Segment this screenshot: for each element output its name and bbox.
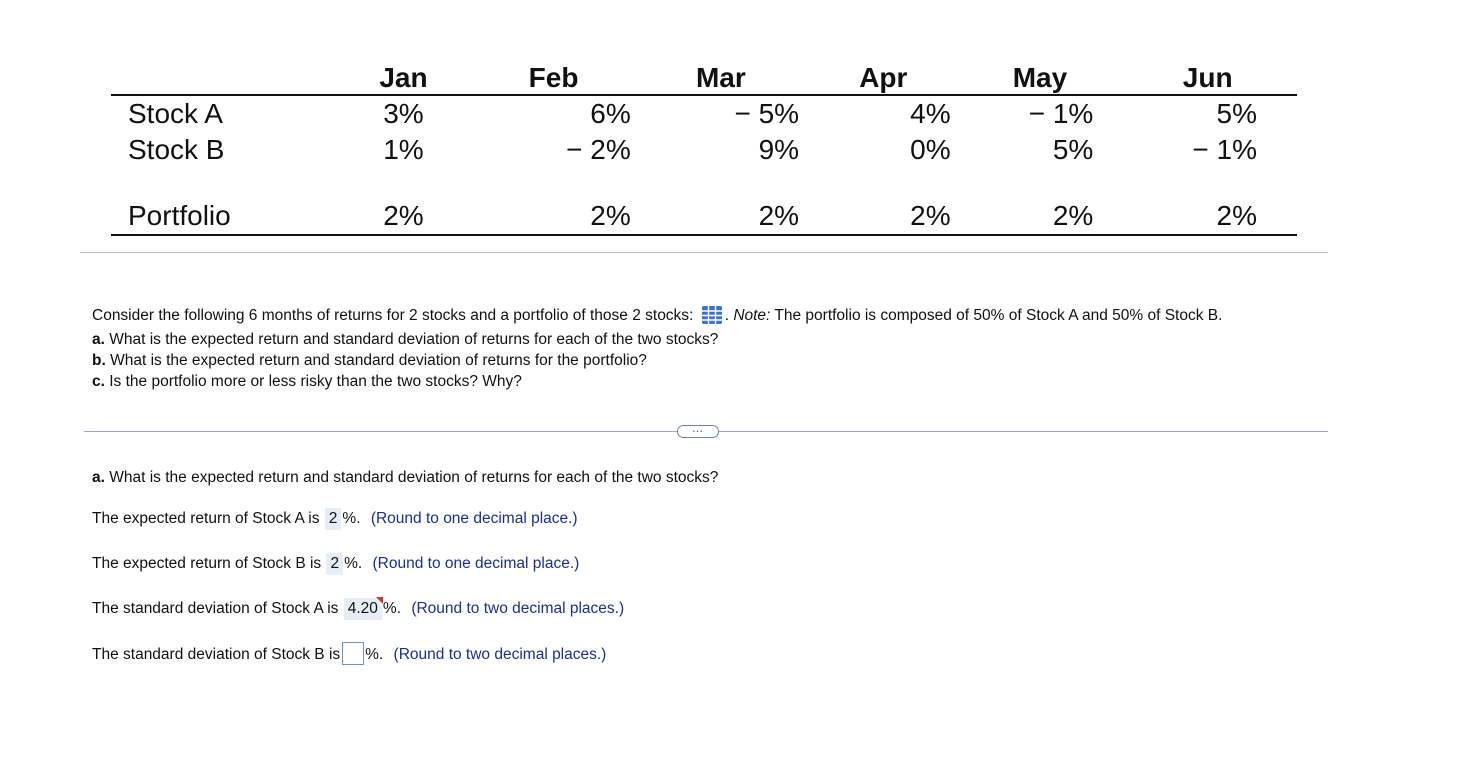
answer-prefix: The standard deviation of Stock A is — [92, 600, 339, 617]
table-grid-icon[interactable] — [701, 305, 723, 325]
header-month: Apr — [805, 58, 962, 95]
table-cell: 0% — [910, 134, 951, 165]
answer-value: 4.20 — [347, 600, 378, 617]
question-part-c — [92, 371, 1392, 392]
note-text: The portfolio is composed of 50% of Stock A and 50% of Stock B. — [770, 307, 1223, 324]
question-intro — [92, 305, 1392, 329]
table-cell: 2% — [637, 198, 805, 235]
answer-input-filled[interactable]: 2 — [325, 508, 342, 530]
answer-line-expected-a — [92, 507, 578, 531]
table-header-row — [111, 58, 1297, 95]
returns-table — [111, 58, 1297, 236]
table-cell: 2% — [337, 198, 471, 235]
table-cell: 2% — [1118, 198, 1297, 235]
question-part-b — [92, 350, 1392, 371]
table-cell: 3% — [383, 98, 424, 129]
part-label: a. — [92, 331, 105, 348]
answer-prefix: The expected return of Stock B is — [92, 555, 322, 572]
part-text: What is the expected return and standard deviation of returns for each of the two stocks? — [104, 331, 719, 348]
rounding-hint: (Round to two decimal places.) — [411, 600, 625, 617]
intro-after: . — [724, 307, 734, 324]
answer-line-expected-b — [92, 552, 579, 576]
rounding-hint: (Round to one decimal place.) — [372, 555, 580, 572]
table-cell: 5% — [1052, 134, 1094, 165]
answer-suffix: %. — [365, 646, 384, 663]
row-label: Portfolio — [111, 198, 337, 235]
answer-input-filled[interactable]: 2 — [326, 553, 343, 575]
header-month: Jun — [1118, 58, 1297, 95]
table-cell: − 1% — [1028, 98, 1094, 129]
question-part-a — [92, 329, 1392, 350]
answer-suffix: %. — [342, 510, 361, 527]
part-text: Is the portfolio more or less risky than the two stocks? Why? — [104, 373, 522, 390]
table-cell: − 2% — [566, 134, 631, 165]
answer-input-empty[interactable] — [342, 642, 364, 665]
divider — [80, 252, 1328, 253]
part-label: a. — [92, 469, 105, 486]
table-cell: 4% — [910, 98, 951, 129]
table-cell: 2% — [805, 198, 962, 235]
incorrect-flag-icon — [376, 597, 383, 604]
header-month: Mar — [637, 58, 805, 95]
note-label: Note: — [733, 307, 771, 324]
answer-prefix: The standard deviation of Stock B is — [92, 646, 341, 663]
header-blank — [111, 58, 337, 95]
table-cell: − 5% — [734, 98, 800, 129]
part-label: b. — [92, 352, 106, 369]
table-row — [111, 132, 1297, 168]
header-month: Feb — [470, 58, 636, 95]
table-cell: 2% — [470, 198, 636, 235]
rounding-hint: (Round to two decimal places.) — [393, 646, 607, 663]
answer-prefix: The expected return of Stock A is — [92, 510, 320, 527]
part-label: c. — [92, 373, 105, 390]
answer-suffix: %. — [344, 555, 363, 572]
table-cell: 2% — [962, 198, 1119, 235]
table-cell: 1% — [383, 134, 424, 165]
answer-input-filled[interactable] — [344, 598, 382, 620]
table-cell: 5% — [1216, 98, 1257, 129]
question-block — [92, 305, 1392, 392]
row-label: Stock B — [128, 134, 225, 165]
table-cell: − 1% — [1192, 134, 1257, 165]
header-month: May — [962, 58, 1119, 95]
table-row — [111, 95, 1297, 132]
answer-heading — [92, 467, 718, 489]
table-spacer-row — [111, 168, 1297, 198]
answer-line-stdev-a — [92, 597, 624, 621]
rounding-hint: (Round to one decimal place.) — [370, 510, 578, 527]
answer-heading-text: What is the expected return and standard deviation of returns for each of the two stocks? — [104, 469, 719, 486]
table-cell: 6% — [590, 98, 631, 129]
answer-line-stdev-b — [92, 642, 606, 666]
answer-block — [92, 467, 719, 663]
portfolio-row — [111, 198, 1297, 235]
header-month: Jan — [337, 58, 471, 95]
answer-suffix: %. — [382, 600, 402, 617]
ellipsis-icon[interactable]: … — [677, 425, 719, 438]
row-label: Stock A — [128, 98, 223, 129]
part-text: What is the expected return and standard deviation of returns for the portfolio? — [105, 352, 647, 369]
table-cell: 9% — [758, 134, 800, 165]
intro-text: Consider the following 6 months of returns for 2 stocks and a portfolio of those 2 stocks: — [92, 307, 694, 324]
